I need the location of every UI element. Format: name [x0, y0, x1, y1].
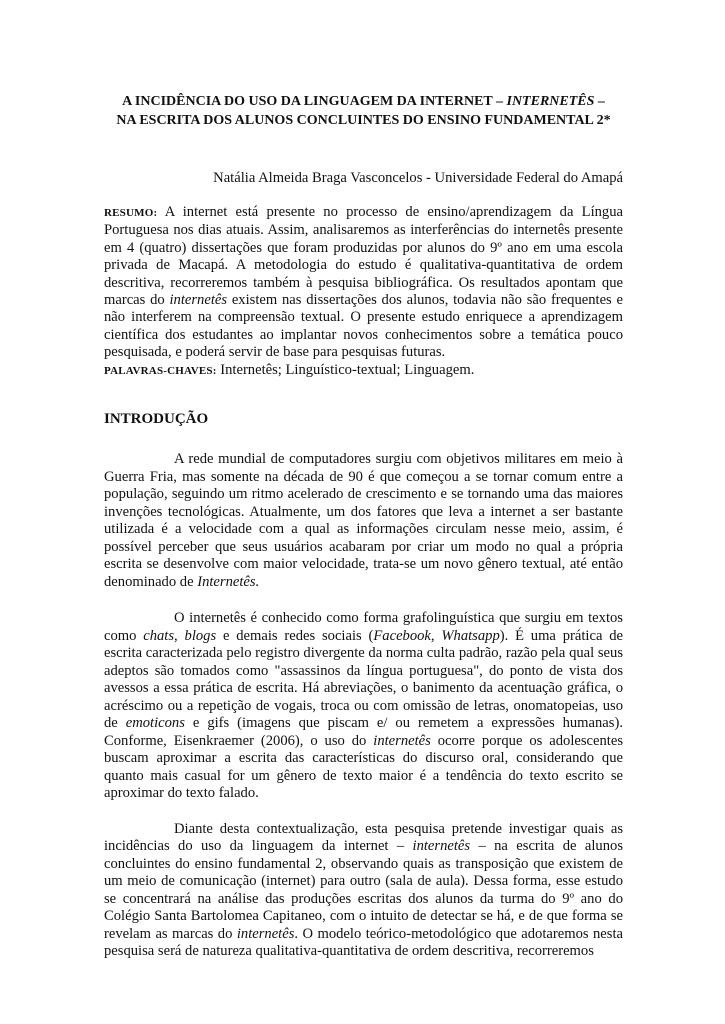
- abstract-label: RESUMO:: [104, 207, 158, 219]
- p2-text-1: O internetês é conhecido como forma grafolinguística que surgiu em textos como: [104, 610, 623, 644]
- p3-italic-2: internetês: [236, 925, 295, 942]
- keywords-text: Internetês; Linguístico-textual; Linguagem.: [216, 361, 475, 378]
- paper-page: [104, 92, 623, 975]
- p2-text-3: e demais redes sociais (: [216, 627, 374, 644]
- intro-paragraph-2: [104, 610, 623, 803]
- author-affiliation: Natália Almeida Braga Vasconcelos - Universidade Federal do Amapá: [213, 170, 623, 186]
- intro-paragraph-1: [104, 451, 623, 591]
- p1-italic: Internetês.: [197, 573, 260, 590]
- abstract: [104, 204, 623, 362]
- title-line-2: NA ESCRITA DOS ALUNOS CONCLUINTES DO ENSINO FUNDAMENTAL 2*: [116, 113, 611, 128]
- p2-italic-4: emoticons: [125, 715, 185, 732]
- abstract-text-1: A internet está presente no processo de ensino/aprendizagem da Língua Portuguesa nos dias atuais. Assim, analisaremos as interferências do internetês presente em 4 (quatro) dissertações que foram produzidas por alunos do 9º ano em uma escola privada de Macapá. A metodologia do estudo é qualitativa-quantitativa de ordem descritiva, recorreremos também à pesquisa bibliográfica. Os resultados apontam que marcas do: [104, 204, 623, 309]
- p2-italic-1: chats: [143, 627, 175, 644]
- p2-italic-5: internetês: [373, 732, 431, 749]
- p3-text-2: – na escrita de alunos concluintes do ensino fundamental 2, observando quais as transposição que existem de um meio de comunicação (internet) para outro (sala de aula). Dessa forma, esse estudo se concentrará na análise das produções escritas dos alunos da turma do 9º ano do Colégio Santa Bartolomea Capitaneo, com o intuito de detectar se há, e de que forma se revelam as marcas do: [104, 838, 623, 942]
- title-line-1-italic: INTERNETÊS: [506, 94, 595, 109]
- p1-text: A rede mundial de computadores surgiu com objetivos militares em meio à Guerra Fria, mas somente na década de 90 é que começou a se tornar comum entre a população, seguindo um ritmo acelerado de crescimento e se tornando uma das maiores invenções tecnológicas. Atualmente, um dos fatores que leva a internet a ser bastante utilizada é a velocidade com a qual as informações circulam nesse meio, assim, é possível perceber que seus usuários acabaram por criar um modo no qual a própria escrita se desenvolve com maior velocidade, trata-se um novo gênero textual, até então denominado de: [104, 451, 623, 590]
- keywords-label: PALAVRAS-CHAVES:: [104, 364, 217, 377]
- title-line-1-prefix: A INCIDÊNCIA DO USO DA LINGUAGEM DA INTERNET –: [122, 94, 507, 109]
- keywords: [104, 362, 623, 380]
- p2-text-2: ,: [174, 627, 185, 644]
- abstract-text-2: existem nas dissertações dos alunos, todavia não são frequentes e não interferem na compreensão textual. O presente estudo enriquece a aprendizagem científica dos estudantes ao implantar novos conhecimentos sobre a temática pouco pesquisada, e poderá servir de base para pesquisas futuras.: [104, 292, 623, 361]
- p2-text-4: ). É uma prática de escrita caracterizada pelo registro divergente da norma culta padrão, razão pela qual seus adeptos são tomados como "assassinos da língua portuguesa", do ponto de vista dos avessos a essa prática de escrita. Há abreviações, o banimento da acentuação gráfica, o acréscimo ou a repetição de vogais, troca ou com omissão de letras, onomatopeias, uso de: [104, 627, 624, 732]
- p3-italic-1: internetês: [412, 838, 471, 855]
- paper-title: [104, 92, 623, 130]
- p3-text-3: . O modelo teórico-metodológico que adotaremos nesta pesquisa será de natureza qualitativa-quantitativa de ordem descritiva, recorreremos: [104, 925, 623, 960]
- title-line-1: [104, 92, 623, 111]
- p2-text-5: e gifs (imagens que piscam e/ ou remetem a expressões humanas). Conforme, Eisenkraemer (2006), o uso do: [104, 715, 623, 749]
- p2-italic-2: blogs: [184, 627, 217, 644]
- p3-text-1: Diante desta contextualização, esta pesquisa pretende investigar quais as incidências do uso da linguagem da internet –: [104, 820, 623, 855]
- abstract-italic-1: internetês: [169, 292, 228, 309]
- title-line-1-suffix: –: [594, 94, 605, 109]
- p2-text-6: ocorre porque os adolescentes buscam aproximar a escrita das características do discurso oral, considerando que quanto mais casual for um gênero de texto maior é a tendência do texto escrito se aproximar do texto falado.: [104, 732, 624, 802]
- intro-paragraph-3: [104, 821, 623, 961]
- section-heading-introducao: INTRODUÇÃO: [104, 411, 209, 428]
- p2-italic-3: Facebook, Whatsapp: [373, 627, 500, 644]
